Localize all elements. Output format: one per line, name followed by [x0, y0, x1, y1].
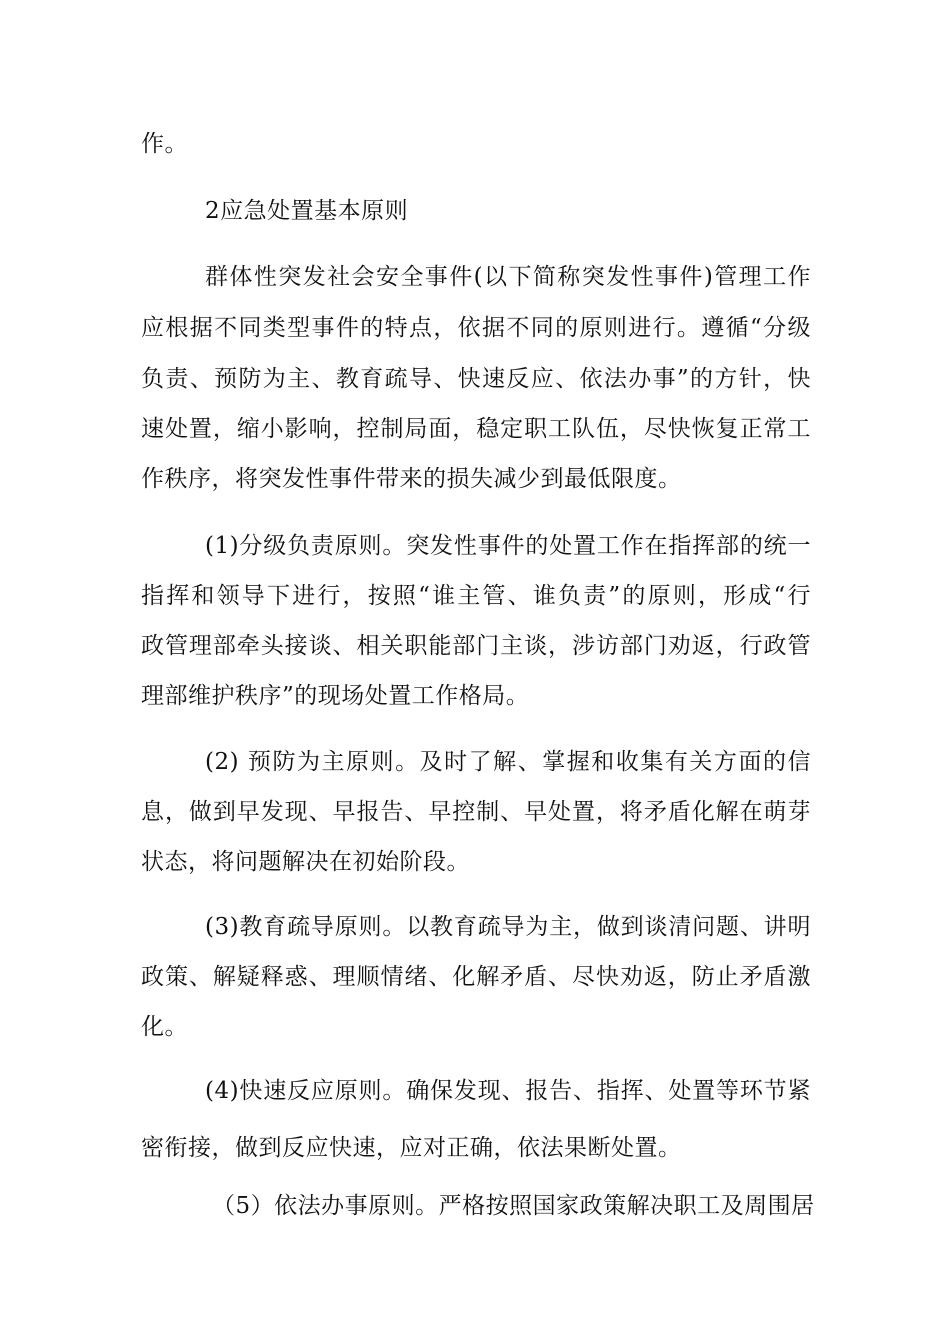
text-line: (2) 预防为主原则。及时了解、掌握和收集有关方面的信 — [205, 749, 811, 775]
text-line: 速处置，缩小影响，控制局面，稳定职工队伍，尽快恢复正常工 — [141, 416, 811, 442]
text-line: (4)快速反应原则。确保发现、报告、指挥、处置等环节紧 — [205, 1078, 811, 1104]
text-line: 作秩序，将突发性事件带来的损失减少到最低限度。 — [141, 466, 682, 492]
text-line: 状态，将问题解决在初始阶段。 — [141, 849, 470, 875]
text-line: 政策、解疑释惑、理顺情绪、化解矛盾、尽快劝返，防止矛盾激 — [141, 964, 811, 990]
text-line: 息，做到早发现、早报告、早控制、早处置，将矛盾化解在萌芽 — [141, 799, 811, 825]
text-line: 密衔接，做到反应快速，应对正确，依法果断处置。 — [141, 1135, 682, 1161]
text-line: 作。 — [141, 131, 188, 157]
text-line: 指挥和领导下进行，按照“谁主管、谁负责”的原则，形成“行 — [141, 583, 811, 609]
text-line: （5）依法办事原则。严格按照国家政策解决职工及周围居 — [212, 1193, 815, 1219]
text-line: 政管理部牵头接谈、相关职能部门主谈，涉访部门劝返，行政管 — [141, 633, 811, 659]
text-line: (3)教育疏导原则。以教育疏导为主，做到谈清问题、讲明 — [205, 914, 811, 940]
text-line: 理部维护秩序”的现场处置工作格局。 — [141, 683, 530, 709]
text-line: 负责、预防为主、教育疏导、快速反应、依法办事”的方针，快 — [141, 366, 811, 392]
text-line: 群体性突发社会安全事件(以下简称突发性事件)管理工作 — [205, 264, 811, 290]
text-line: 化。 — [141, 1014, 188, 1040]
section-heading: 2应急处置基本原则 — [205, 198, 409, 224]
text-line: (1)分级负责原则。突发性事件的处置工作在指挥部的统一 — [205, 533, 811, 559]
text-line: 应根据不同类型事件的特点，依据不同的原则进行。遵循“分级 — [141, 315, 811, 341]
